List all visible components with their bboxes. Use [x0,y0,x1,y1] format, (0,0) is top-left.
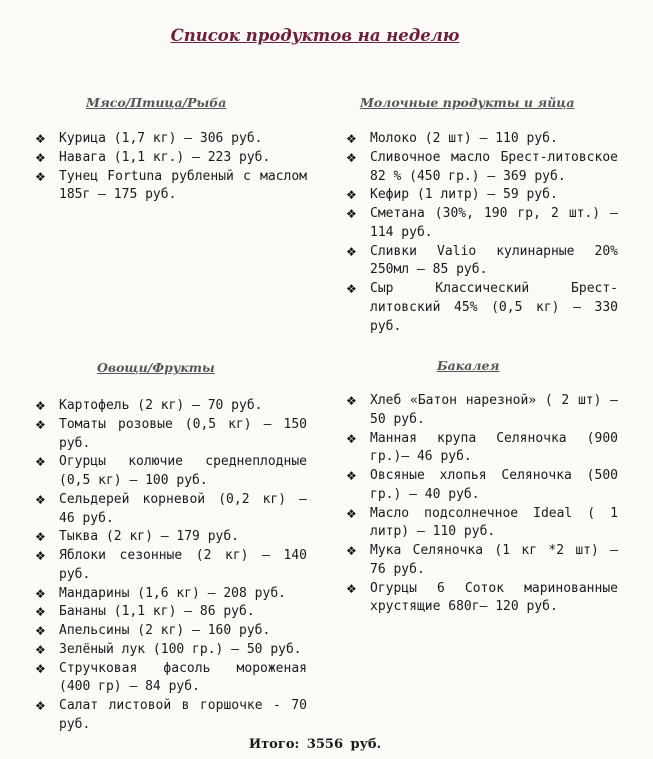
list-item-text: Кефир (1 литр) – 59 руб. [370,187,558,203]
list-item [346,205,618,243]
diamond-bullet-icon: ❖ [346,282,357,296]
list-item [346,392,618,430]
list-item-text: Бананы (1,1 кг) – 86 руб. [59,604,255,620]
list-item-text: Молоко (2 шт) – 110 руб. [370,131,558,146]
diamond-bullet-icon: ❖ [35,455,46,470]
list-item [346,130,618,149]
diamond-bullet-icon: ❖ [346,581,357,596]
list-item [35,603,307,622]
list-item [35,528,307,547]
meat-list [35,130,307,205]
diamond-bullet-icon: ❖ [346,469,357,483]
list-item-text: Хлеб «Батон нарезной» ( 2 шт) – 50 руб. [370,393,618,427]
list-item-text: Навага (1,1 кг.) – 223 руб. [59,149,271,165]
diamond-bullet-icon: ❖ [35,586,46,601]
list-item [35,491,307,529]
diamond-bullet-icon: ❖ [346,207,357,221]
list-item-text: Сыр Классический Брест-литовский 45% (0,5 кг) – 330 руб. [370,281,618,334]
list-item [35,660,307,698]
diamond-bullet-icon: ❖ [35,150,46,165]
list-item [35,149,307,168]
diamond-bullet-icon: ❖ [346,431,357,446]
diamond-bullet-icon: ❖ [35,492,46,507]
dairy-list [346,130,618,336]
section-title-meat: Мясо/Птица/Рыба [86,95,227,110]
list-item [35,697,307,735]
list-item-text: Курица (1,7 кг) – 306 руб. [59,131,263,146]
list-item-text: Сливки Valio кулинарные 20% 250мл – 85 руб. [370,243,618,278]
diamond-bullet-icon: ❖ [35,699,46,713]
list-item [346,186,618,205]
diamond-bullet-icon: ❖ [35,169,46,184]
list-item [35,547,307,585]
list-item-text: Яблоки сезонные (2 кг) – 140 руб. [59,548,307,582]
list-item-text: Масло подсолнечное Ideal ( 1 литр) – 110 руб. [370,505,618,540]
diamond-bullet-icon: ❖ [346,244,357,259]
list-item-text: Манная крупа Селяночка (900 гр.)– 46 руб. [370,430,618,465]
list-item-text: Салат листовой в горшочке - 70 руб. [59,698,307,732]
vegetables-list [35,397,307,735]
list-item [35,168,307,206]
list-item [35,622,307,641]
list-item-text: Сельдерей корневой (0,2 кг) – 46 руб. [59,491,307,526]
diamond-bullet-icon: ❖ [35,399,46,413]
total: Итого: 3556 руб. [248,737,382,752]
list-item [346,580,618,618]
section-title-dairy: Молочные продукты и яйца [360,95,575,110]
list-item [346,243,618,281]
diamond-bullet-icon: ❖ [35,605,46,620]
list-item-text: Овсяные хлопья Селяночка (500 гр.) – 40 руб. [370,468,618,502]
list-item-text: Огурцы 6 Соток маринованные хрустящие 680г– 120 руб. [370,580,618,615]
list-item-text: Зелёный лук (100 гр.) – 50 руб. [59,641,302,657]
list-item-text: Апельсины (2 кг) – 160 руб. [59,623,271,638]
list-item [346,467,618,505]
list-item [346,505,618,543]
list-item [35,453,307,491]
diamond-bullet-icon: ❖ [346,188,357,203]
diamond-bullet-icon: ❖ [346,506,357,521]
diamond-bullet-icon: ❖ [35,624,46,638]
list-item [35,641,307,660]
diamond-bullet-icon: ❖ [35,530,46,545]
section-title-grocery: Бакалея [437,358,500,373]
diamond-bullet-icon: ❖ [35,549,46,563]
list-item-text: Стручковая фасоль мороженая (400 гр) – 84 руб. [59,660,307,695]
page-title: Список продуктов на неделю [170,26,460,45]
list-item [35,130,307,149]
diamond-bullet-icon: ❖ [35,132,46,146]
diamond-bullet-icon: ❖ [346,394,357,408]
list-item-text: Картофель (2 кг) – 70 руб. [59,398,263,413]
diamond-bullet-icon: ❖ [35,661,46,676]
diamond-bullet-icon: ❖ [346,544,357,558]
grocery-list [346,392,618,617]
section-title-vegetables: Овощи/Фрукты [97,360,215,375]
list-item [346,149,618,187]
diamond-bullet-icon: ❖ [35,417,46,432]
list-item [35,416,307,454]
list-item-text: Огурцы колючие среднеплодные (0,5 кг) – 100 руб. [59,454,307,488]
diamond-bullet-icon: ❖ [346,132,357,146]
diamond-bullet-icon: ❖ [346,150,357,165]
list-item-text: Тыква (2 кг) – 179 руб. [59,529,240,545]
list-item [35,585,307,604]
list-item-text: Тунец Fortuna рубленый с маслом 185г – 175 руб. [59,168,307,203]
list-item-text: Сливочное масло Брест-литовское 82 % (450 гр.) – 369 руб. [370,149,618,184]
list-item [35,397,307,416]
list-item-text: Мука Селяночка (1 кг *2 шт) – 76 руб. [370,543,618,577]
list-item [346,430,618,468]
list-item [346,280,618,336]
list-item-text: Сметана (30%, 190 гр, 2 шт.) – 114 руб. [370,206,618,240]
diamond-bullet-icon: ❖ [35,642,46,657]
list-item-text: Томаты розовые (0,5 кг) – 150 руб. [59,416,307,451]
list-item-text: Мандарины (1,6 кг) – 208 руб. [59,585,286,601]
list-item [346,542,618,580]
